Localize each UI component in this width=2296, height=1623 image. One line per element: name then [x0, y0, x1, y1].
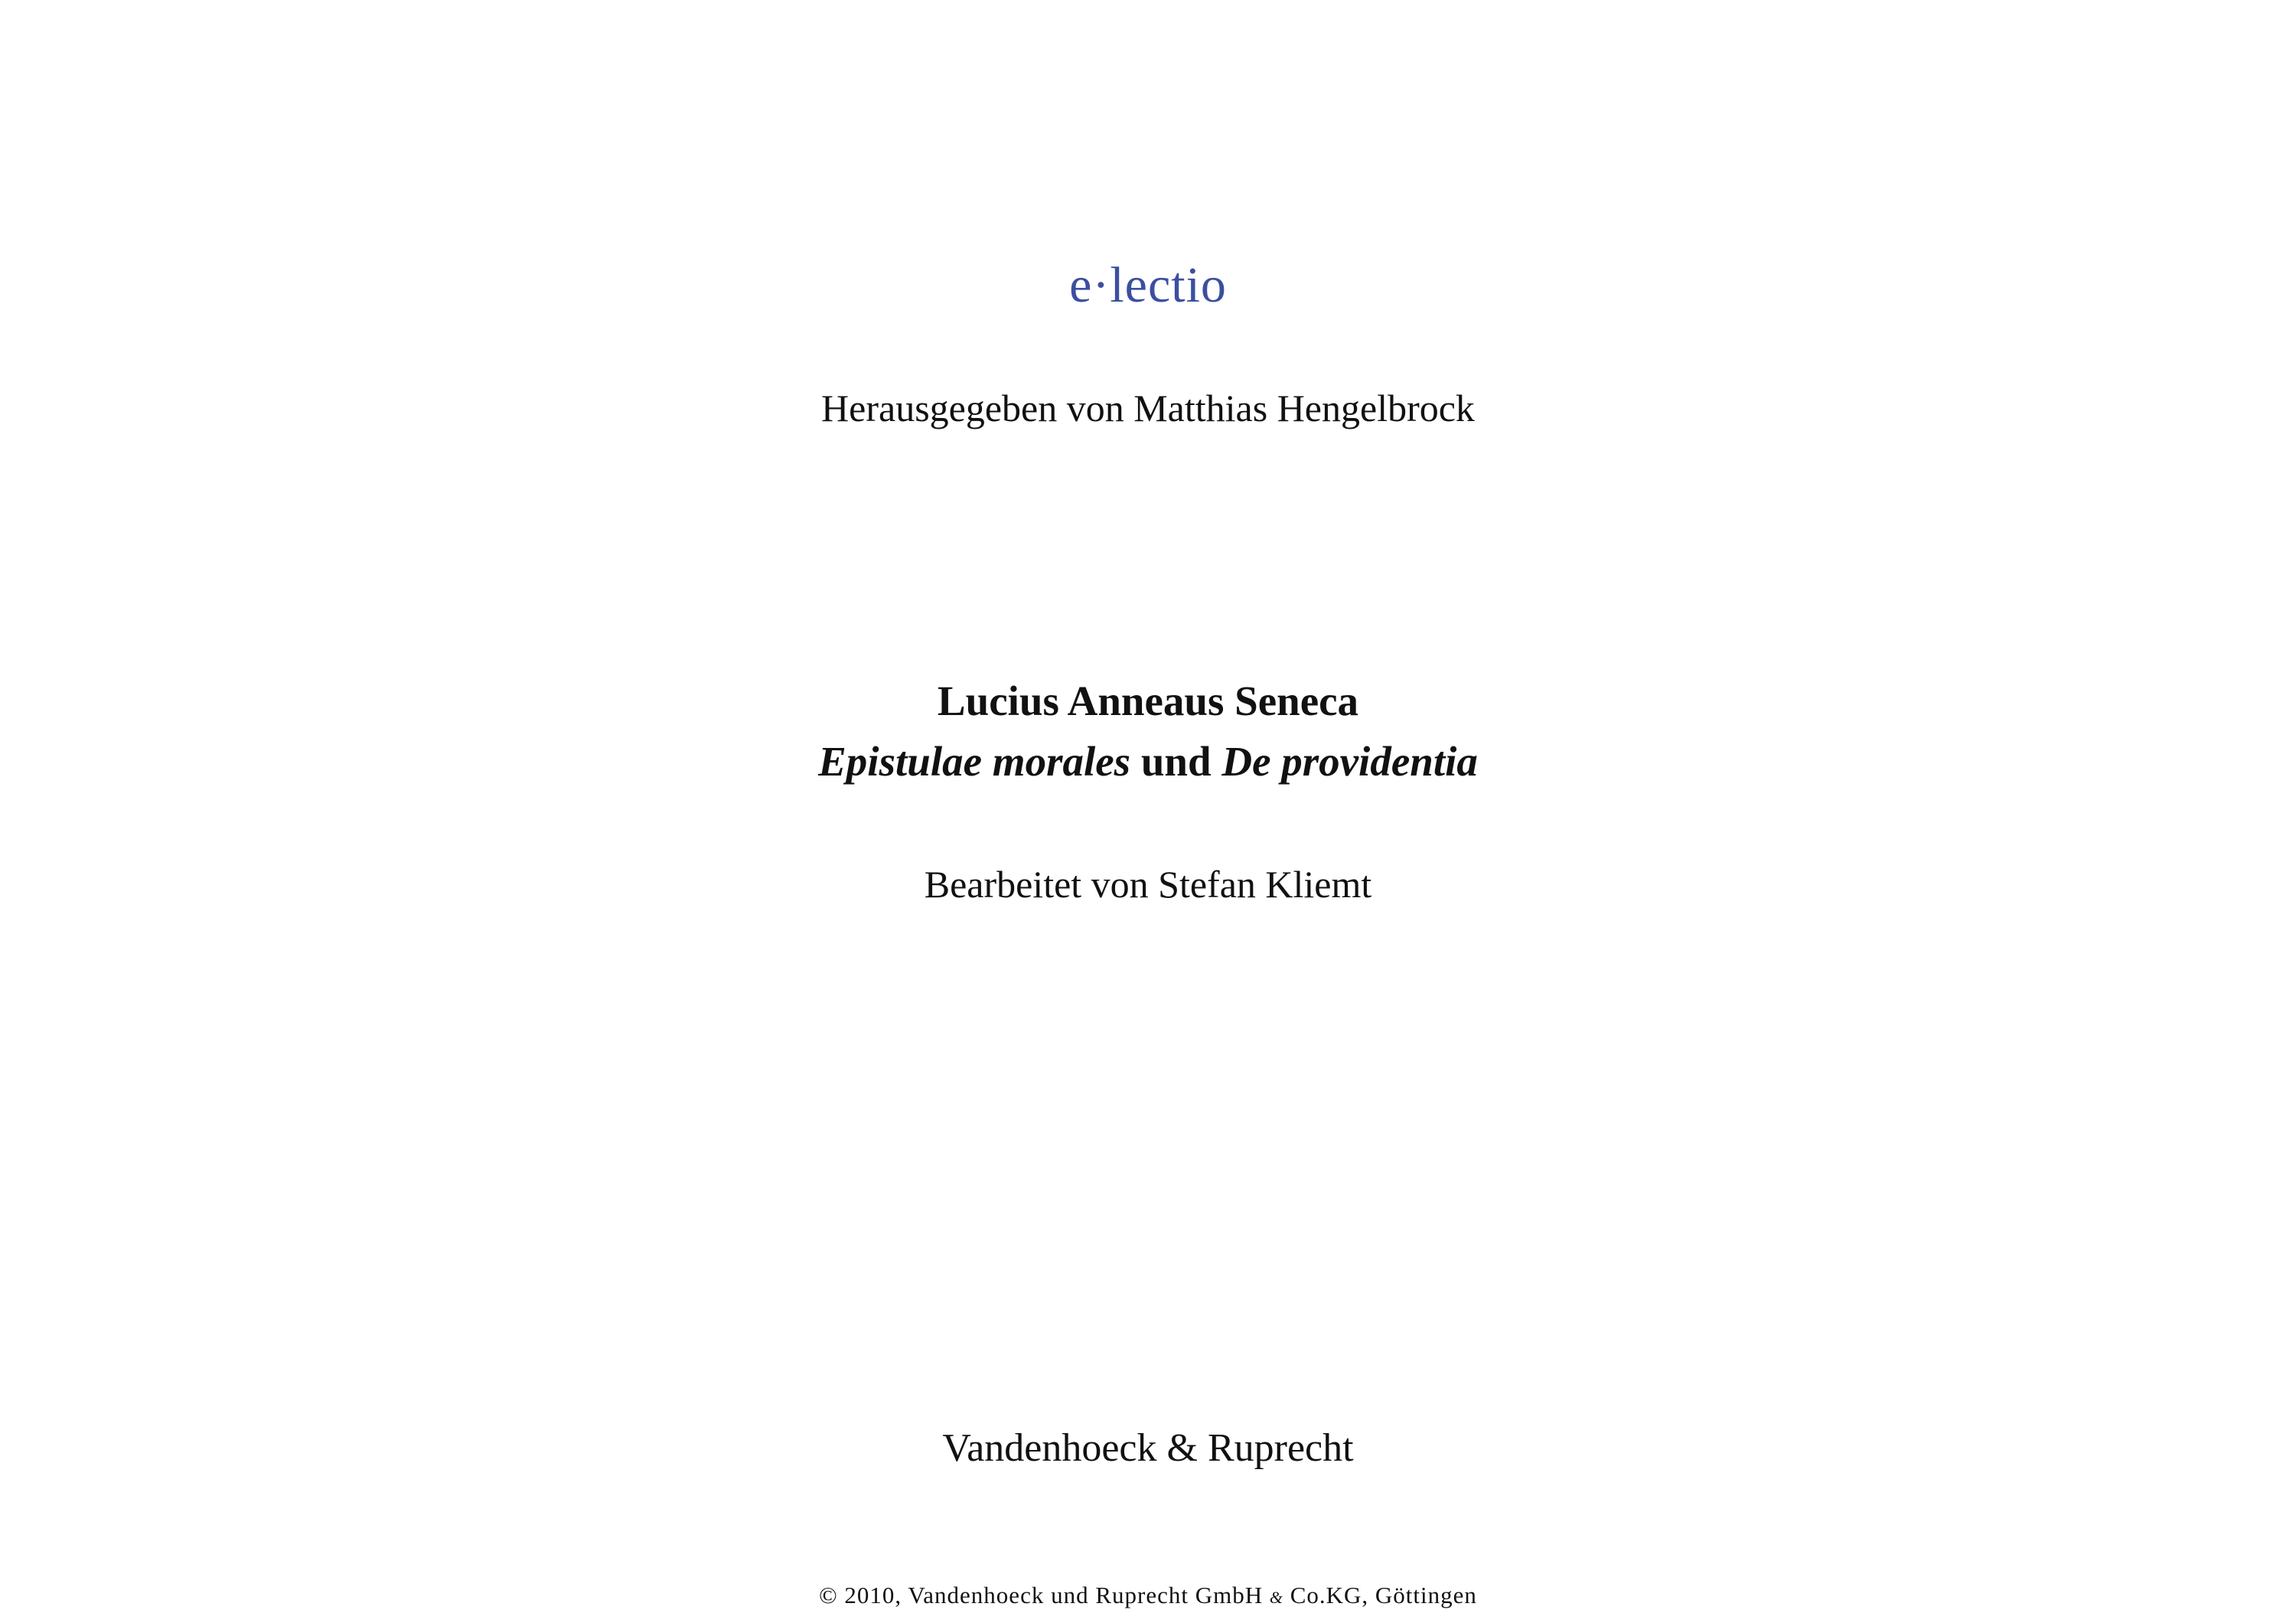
series-editor-line: Herausgegeben von Matthias Hengelbrock [821, 387, 1475, 429]
publisher-name: Vandenhoeck & Ruprecht [942, 1426, 1354, 1470]
copyright-suffix: Co.KG, Göttingen [1283, 1582, 1477, 1608]
adaptor-line: Bearbeitet von Stefan Kliemt [924, 863, 1372, 906]
work-title [0, 738, 2296, 785]
author-name: Lucius Anneaus Seneca [937, 678, 1359, 724]
copyright-ampersand: & [1269, 1588, 1283, 1607]
copyright-prefix: © 2010, Vandenhoeck und Ruprecht GmbH [819, 1582, 1270, 1608]
work-title-part-1: Epistulae morales [818, 738, 1131, 785]
series-title: e·lectio [1069, 257, 1227, 313]
copyright-line [0, 1583, 2296, 1607]
work-title-part-2: De providentia [1221, 738, 1478, 785]
work-title-conjunction: und [1130, 738, 1222, 785]
